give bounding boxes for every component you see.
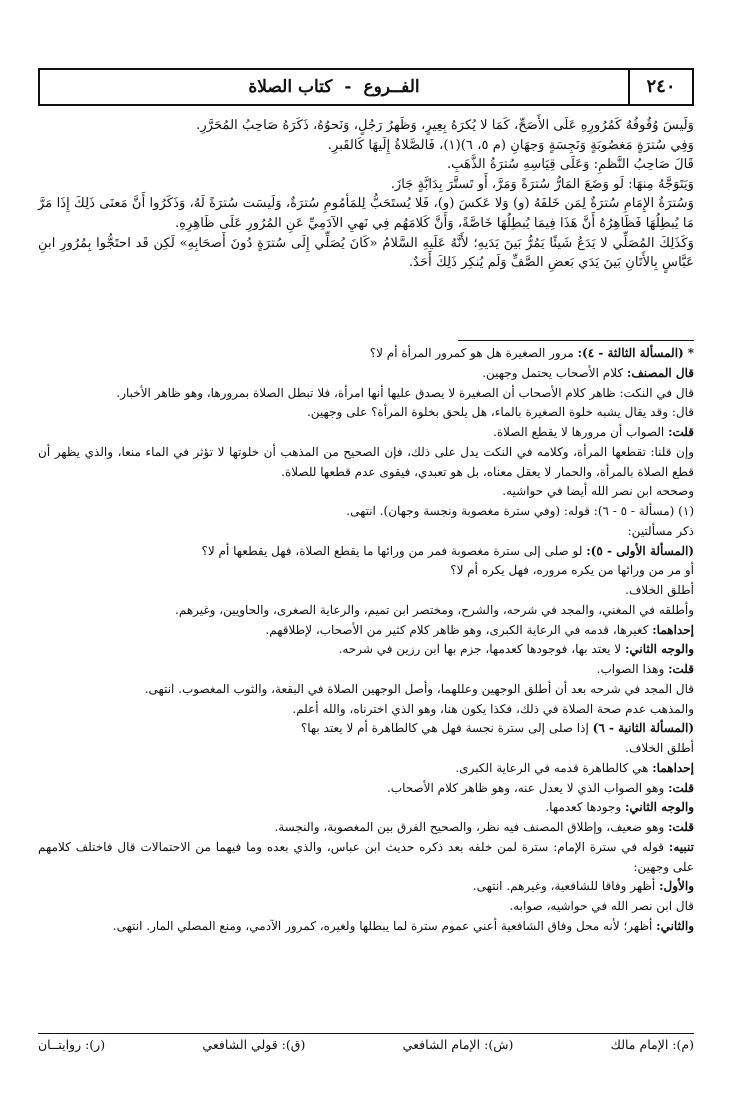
footnote-lead: (المسألة الثانية - ٦): [592, 721, 694, 736]
page-number: ٢٤٠: [628, 70, 692, 104]
footnote-lead: والوجه الثاني:: [624, 800, 694, 815]
footnote-text: وأطلقه في المغني، والمجد في شرحه، والشرح، ومختصر ابن تميم، والرعاية الصغرى، والحاويين، وغيرهم.: [175, 602, 694, 617]
footnote-line: [38, 364, 694, 384]
footnote-lead: والأول:: [659, 879, 694, 894]
footnote-line: [38, 482, 694, 502]
footnote-text: وإن قلنا: تقطعها المرأة، وكلامه في النكت يدل على ذلك، فإن الصحيح من المذهب أن خلوتها لا تؤثر في الماء منعا، والذي يظهر أن قطع الصلاة بالمرأة، والحمار لا يعقل معناه، بل هو تعبدي، فيقوى عدم قطعها للصلاة.: [38, 444, 694, 479]
footnote-text: أظهر؛ لأنه محل وفاق الشافعية أعني عموم سترة لما يبطلها ولغيره، كمرور الآدمي، ومنع المصلي المار. انتهى.: [112, 918, 657, 933]
footnote-lead: (المسألة الأولى - ٥):: [586, 543, 694, 558]
footnote-lead: والوجه الثاني:: [624, 642, 694, 657]
footer-key-shafii: (ش): الإمام الشافعي: [402, 1037, 514, 1052]
footnote-text: هي كالطاهرة قدمه في الرعاية الكبرى.: [455, 760, 653, 775]
footnote-line: [38, 640, 694, 660]
footnote-text: أطلق الخلاف.: [625, 741, 694, 755]
main-paragraph: قَالَ صَاحِبُ النَّظمِ: وَعَلَى قِيَاسِهِ سُترَةُ الذَّهَبِ.: [446, 157, 694, 173]
footnote-text: قال ابن نصر الله في حواشيه، صوابه.: [509, 899, 694, 913]
footnote-text: كغيرها، قدمه في الرعاية الكبرى، وهو ظاهر كلام كثير من الأصحاب، لإطلاقهم.: [265, 622, 653, 637]
footnote-text: أظهر وفاقا للشافعية، وغيرهم. انتهى.: [472, 879, 660, 894]
footnote-line: [38, 443, 694, 483]
footnote-line: [38, 680, 694, 700]
main-paragraph: وَفِي سُترَةٍ مَغصُوبَةٍ وَنَجِسَةٍ وَجهَانِ (م ٥، ٦)(١)، فَالصَّلاةُ إِلَيهَا كَالقَبرِ.: [327, 137, 694, 153]
footnote-lead: قلت:: [668, 425, 694, 439]
footnote-text: وجودها كعدمها.: [545, 800, 625, 815]
footnote-line: [38, 798, 694, 818]
main-text: [38, 116, 694, 273]
footnote-line: [38, 917, 694, 937]
footnote-line: [38, 403, 694, 423]
footnote-text: (١) (مسألة - ٥ - ٦): قوله: (وفي سترة مغصوبة ونجسة وجهان). انتهى.: [346, 504, 694, 518]
footnote-lead: قلت:: [668, 780, 694, 795]
footnote-text: إذا صلى إلى سترة نجسة فهل هي كالطاهرة أم لا يعتد بها؟: [300, 721, 593, 736]
footnote-line: [38, 877, 694, 897]
running-title-separator: -: [344, 77, 352, 97]
footnote-text: الصواب أن مرورها لا يقطع الصلاة.: [493, 425, 669, 439]
footnote-line: [38, 818, 694, 838]
footnote-line: [38, 759, 694, 779]
footnote-line: [38, 423, 694, 443]
footnote-text: ذكر مسألتين:: [627, 523, 694, 538]
footnote-line: [38, 897, 694, 917]
footnote-text: قال في النكت: ظاهر كلام الأصحاب أن الصغيرة لا يصدق عليها أنها امرأة، فلا تبطل الصلاة بمرورها، وهو ظاهر الأخبار.: [116, 385, 694, 400]
page-footer: [38, 1037, 694, 1057]
footnote-text: لا يعتد بها، فوجودها كعدمها، جزم بها ابن رزين في شرحه.: [338, 642, 625, 657]
footnote-line: [38, 522, 694, 542]
footnote-lead: إحداهما:: [652, 760, 694, 775]
footnote-lead: والثاني:: [656, 918, 694, 933]
footnote-text: وهو ضعيف، وإطلاق المصنف فيه نظر، والصحيح الفرق بين المغصوبة، والنجسة.: [274, 820, 669, 834]
footnote-line: [38, 601, 694, 621]
footnote-text: أطلق الخلاف.: [625, 583, 694, 597]
running-title-part2: كتاب الصلاة: [248, 77, 333, 97]
footer-key-shafii-two-sayings: (ق): قولي الشافعي: [202, 1037, 306, 1052]
footer-key-malik: (م): الإمام مالك: [610, 1037, 694, 1052]
footnote-lead: قال المصنف:: [626, 365, 694, 380]
footnote-line: [38, 700, 694, 720]
footnote-line: [38, 621, 694, 641]
main-paragraph: وَسُترَةُ الإِمَامِ سُترَةٌ لِمَن خَلفَهُ (و) وَلا عَكسَ (و)، فَلا يُستَحَبُّ لِلمَأمُومِ سُترَةٌ، وَلَيسَت سُترَةً لَهُ، وَذَكَرُوا أَنَّ مَعنَى ذَلِكَ إِذَا مَرَّ مَا يُبطِلُهَا فَظَاهِرُهُ أَنَّ هَذَا فِيمَا يُبطِلُهَا خَاصَّةً، وَأَنَّ كَلامَهُم فِي نَهيِ الآدَمِيِّ عَنِ المُرُورِ عَلَى ظَاهِرِهِ.: [38, 196, 694, 231]
running-title-part1: الفــروع: [363, 77, 420, 97]
footnote-text: كلام الأصحاب يحتمل وجهين.: [482, 365, 627, 380]
footnote-text: لو صلى إلى سترة مغصوبة فمر من ورائها ما يقطع الصلاة، فهل يقطعها أم لا؟: [201, 543, 587, 558]
footnote-lead: (المسألة الثالثة - ٤):: [577, 346, 684, 360]
footnote-line: [38, 502, 694, 522]
footnote-text: والمذهب عدم صحة الصلاة في ذلك، فكذا يكون هنا، وهو الذي اخترناه، والله أعلم.: [292, 701, 694, 716]
footnotes: [38, 344, 694, 937]
footnote-lead: قلت:: [668, 820, 694, 834]
footnote-line: [38, 561, 694, 581]
footnote-text: قال المجد في شرحه بعد أن أطلق الوجهين وعللهما، وأصل الوجهين الصلاة في البقعة، والثوب المغصوب. انتهى.: [144, 681, 694, 696]
footnote-text: وهو الصواب الذي لا يعدل عنه، وهو ظاهر كلام الأصحاب.: [386, 780, 669, 795]
main-paragraph: وَكَذَلِكَ المُصَلِّي لا يَدَعُ شَيئًا يَمُرُّ بَينَ يَدَيهِ؛ لأَنَّهُ عَلَيهِ السَّلامُ «كَانَ يُصَلِّي إِلَى سُترَةٍ دُونَ أَصحَابِهِ» لَكِن قَد احتَجُّوا بِمُرُورِ ابنِ عَبَّاسٍ بِالأَتَانِ بَينَ يَدَي بَعضِ الصَّفِّ وَلَم يُنكِر ذَلِكَ أَحَدٌ.: [38, 235, 694, 271]
main-paragraph: وَلَيسَ وُقُوفُهُ كَمُرُورِهِ عَلَى الأَصَحِّ، كَمَا لا يُكرَهُ بِعِيرٍ، وَظَهرُ رَجُلٍ، وَنَحوُهُ، ذَكَرَهُ صَاحِبُ المُحَرَّرِ.: [196, 118, 694, 133]
footnote-text: قوله في سترة الإمام: سترة لمن خلفه بعد ذكره حديث ابن عباس، والذي بعده وما فيهما من الاحتمالات قال فاختلف كلامهم على وجهين:: [38, 839, 694, 874]
running-title: [40, 70, 628, 104]
footnote-text: قال: وقد يقال يشبه خلوة الصغيرة بالماء، هل يلحق بخلوة المرأة؟ على وجهين.: [306, 405, 694, 420]
main-paragraph: وَيَتَوَجَّهُ مِنهَا: لَو وَضَعَ المَارُّ سُترَةً وَمَرَّ، أَو تَستَّرَ بِدَابَّةٍ جَازَ.: [390, 176, 694, 192]
footnote-lead: تنبيه:: [668, 839, 694, 854]
footnote-line: [38, 739, 694, 759]
footnote-line: [38, 660, 694, 680]
footnote-line: [38, 344, 694, 364]
footnote-text: أو مر من ورائها من يكره مروره، فهل يكره أم لا؟: [450, 563, 694, 578]
footnote-marker: *: [687, 346, 694, 360]
footnote-lead: قلت:: [668, 662, 694, 676]
footnote-divider: [458, 340, 694, 341]
footnote-text: وصححه ابن نصر الله أيضا في حواشيه.: [502, 484, 694, 499]
footnote-text: وهذا الصواب.: [596, 662, 669, 676]
footnote-line: [38, 838, 694, 878]
footnote-lead: إحداهما:: [652, 622, 694, 637]
page-header: [38, 68, 694, 106]
footnote-line: [38, 719, 694, 739]
footnote-line: [38, 779, 694, 799]
footnote-text: مرور الصغيرة هل هو كمرور المرأة أم لا؟: [369, 346, 578, 360]
footnote-line: [38, 581, 694, 601]
footnote-line: [38, 542, 694, 562]
footer-rule: [38, 1033, 694, 1034]
footnote-line: [38, 384, 694, 404]
footer-key-two-narrations: (ر): روايتــان: [38, 1037, 106, 1052]
